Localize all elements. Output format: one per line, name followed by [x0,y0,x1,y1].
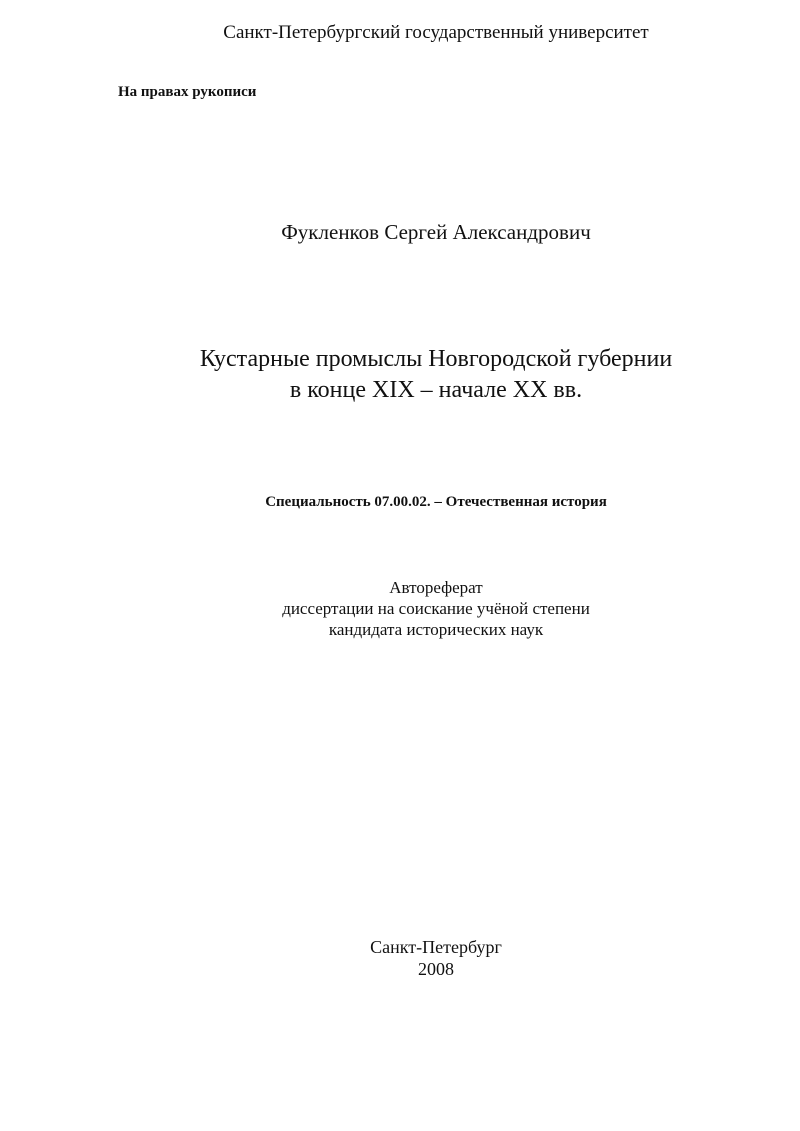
publication-city: Санкт-Петербург [370,937,502,957]
abstract-type-line: Автореферат [389,578,483,597]
dissertation-title-line: Кустарные промыслы Новгородской губернии [199,346,673,372]
abstract-type-line: диссертации на соискание учёной степени [282,599,590,618]
author-name: Фукленков Сергей Александрович [281,220,591,244]
specialty-line: Специальность 07.00.02. – Отечественная история [265,494,607,510]
dissertation-title-line: в конце XIX – начале XX вв. [289,377,583,403]
publication-year: 2008 [418,959,454,979]
abstract-type-line: кандидата исторических наук [328,620,544,639]
manuscript-rights-note: На правах рукописи [118,84,257,100]
university-name: Санкт-Петербургский государственный университет [223,22,649,43]
